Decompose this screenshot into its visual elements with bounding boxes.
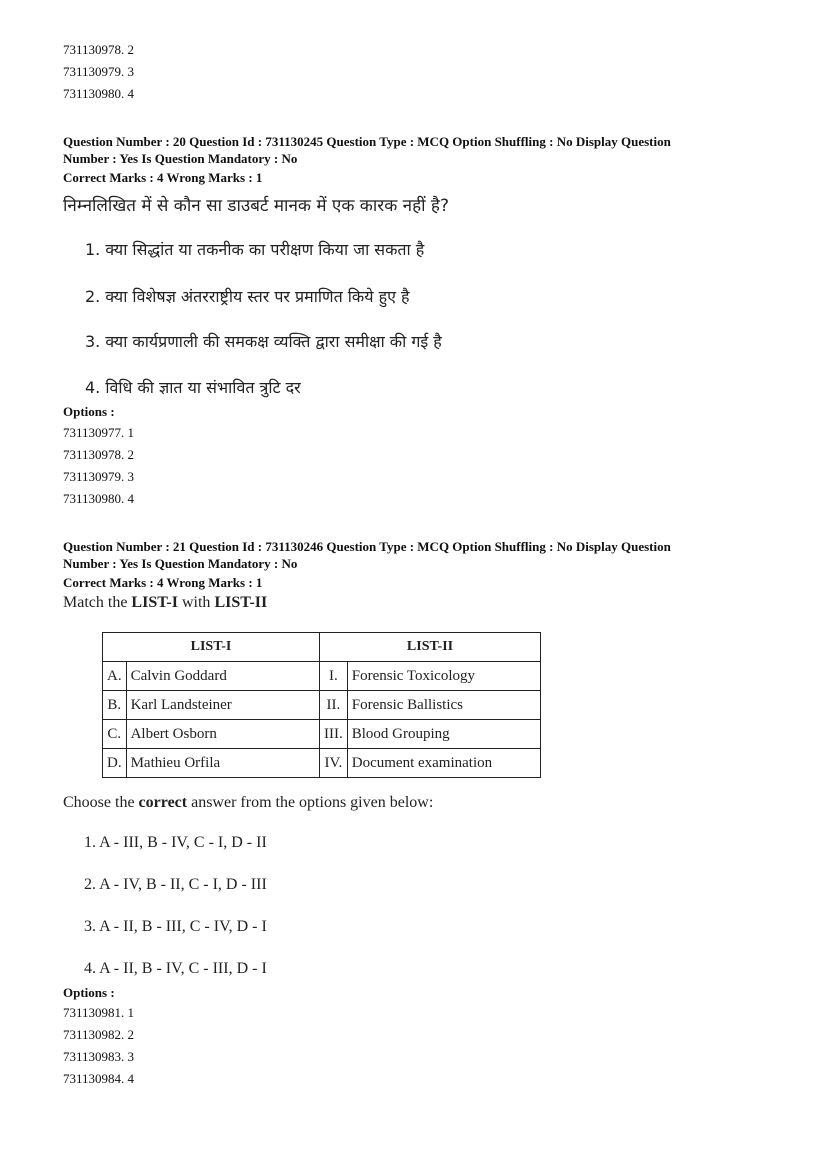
option-line: 731130980. 4 (63, 86, 135, 101)
list1-value: Karl Landsteiner (126, 691, 319, 720)
list2-key: I. (320, 662, 348, 691)
q20-choice-4: 4. विधि की ज्ञात या संभावित त्रुटि दर (85, 378, 301, 397)
match-table (102, 632, 541, 778)
list1-value: Mathieu Orfila (126, 749, 319, 778)
table-row (103, 749, 541, 778)
q20-question-text: निम्नलिखित में से कौन सा डाउबर्ट मानक में एक कारक नहीं है? (63, 196, 449, 216)
option-line: 731130979. 3 (63, 64, 135, 79)
table-row (103, 662, 541, 691)
list1-key: C. (103, 720, 127, 749)
list2-key: II. (320, 691, 348, 720)
q21-meta-line1: Question Number : 21 Question Id : 731130246 Question Type : MCQ Option Shuffling : No Display Question (63, 539, 671, 554)
list1-value: Calvin Goddard (126, 662, 319, 691)
list2-key: IV. (320, 749, 348, 778)
list1-key: A. (103, 662, 127, 691)
table-row (103, 720, 541, 749)
q21-list2-label: LIST-II (214, 594, 268, 611)
q21-question-text (63, 594, 267, 612)
q21-choice-3: 3. A - II, B - III, C - IV, D - I (84, 918, 267, 935)
choose-prefix: Choose the (63, 794, 139, 811)
option-line: 731130978. 2 (63, 447, 135, 462)
q20-meta-line2: Number : Yes Is Question Mandatory : No (63, 151, 298, 166)
q20-choice-3: 3. क्या कार्यप्रणाली की समकक्ष व्यक्ति द्वारा समीक्षा की गई है (85, 332, 442, 351)
q20-choice-2: 2. क्या विशेषज्ञ अंतरराष्ट्रीय स्तर पर प्रमाणित किये हुए है (85, 287, 410, 306)
list2-value: Document examination (347, 749, 540, 778)
choose-suffix: answer from the options given below: (187, 794, 434, 811)
q21-marks: Correct Marks : 4 Wrong Marks : 1 (63, 575, 263, 590)
list2-value: Forensic Toxicology (347, 662, 540, 691)
table-row (103, 691, 541, 720)
option-line: 731130980. 4 (63, 491, 135, 506)
q21-choose-instruction (63, 794, 433, 812)
list2-header: LIST-II (320, 633, 541, 662)
list1-header: LIST-I (103, 633, 320, 662)
q21-list1-label: LIST-I (131, 594, 178, 611)
choose-bold: correct (138, 794, 188, 811)
list2-value: Forensic Ballistics (347, 691, 540, 720)
list1-key: D. (103, 749, 127, 778)
list2-value: Blood Grouping (347, 720, 540, 749)
q20-options-label: Options : (63, 404, 115, 419)
list2-key: III. (320, 720, 348, 749)
list1-key: B. (103, 691, 127, 720)
option-line: 731130979. 3 (63, 469, 135, 484)
q21-choice-2: 2. A - IV, B - II, C - I, D - III (84, 876, 267, 893)
q21-choice-4: 4. A - II, B - IV, C - III, D - I (84, 960, 267, 977)
option-line: 731130977. 1 (63, 425, 135, 440)
q21-meta-line2: Number : Yes Is Question Mandatory : No (63, 556, 298, 571)
match-table-header (103, 633, 541, 662)
q21-choice-1: 1. A - III, B - IV, C - I, D - II (84, 834, 267, 851)
list1-value: Albert Osborn (126, 720, 319, 749)
option-line: 731130984. 4 (63, 1071, 135, 1086)
q20-choice-1: 1. क्या सिद्धांत या तकनीक का परीक्षण किया जा सकता है (85, 240, 425, 259)
q21-question-prefix: Match the (63, 594, 132, 611)
q21-question-mid: with (177, 594, 215, 611)
option-line: 731130983. 3 (63, 1049, 135, 1064)
q21-options-label: Options : (63, 985, 115, 1000)
q20-marks: Correct Marks : 4 Wrong Marks : 1 (63, 170, 263, 185)
option-line: 731130981. 1 (63, 1005, 135, 1020)
option-line: 731130978. 2 (63, 42, 135, 57)
option-line: 731130982. 2 (63, 1027, 135, 1042)
q20-meta-line1: Question Number : 20 Question Id : 731130245 Question Type : MCQ Option Shuffling : No Display Question (63, 134, 671, 149)
